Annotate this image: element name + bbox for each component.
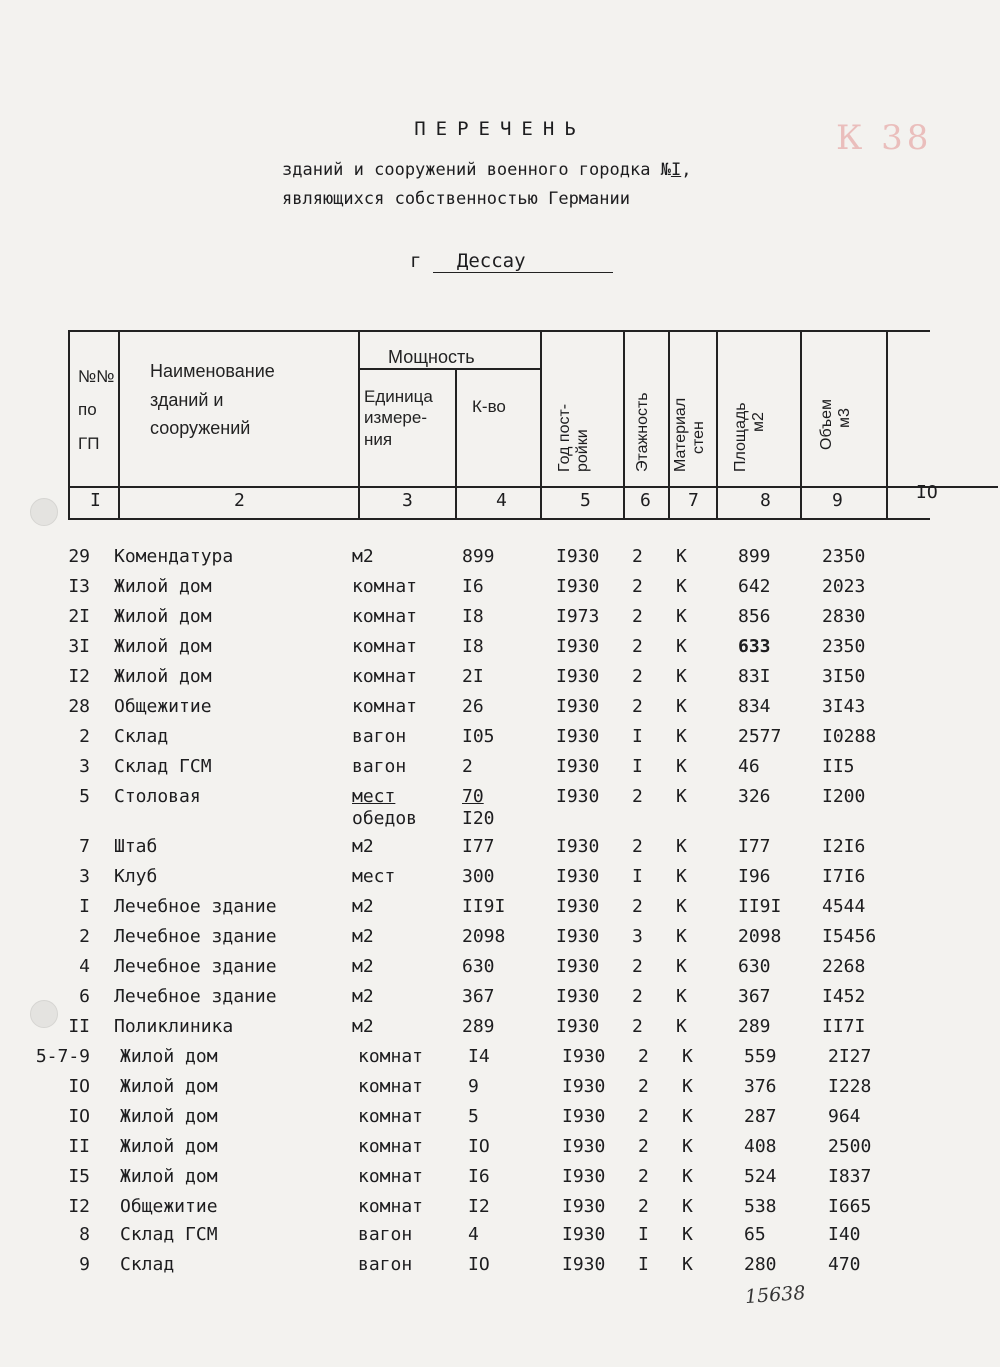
cell-no: 4 — [79, 956, 90, 977]
cell-floors: 2 — [632, 956, 643, 977]
cell-name: Жилой дом — [120, 1136, 218, 1157]
cell-unit: комнат — [352, 696, 418, 717]
subtitle-line-1: зданий и сооружений военного городка №I, — [282, 160, 692, 180]
cell-name: Жилой дом — [114, 576, 212, 597]
cell-qty: 4 — [468, 1224, 479, 1245]
cell-mat: К — [676, 696, 687, 717]
col-number: 6 — [640, 490, 651, 511]
cell-no: IO — [68, 1076, 90, 1097]
col-volume-header: Объем м3 — [818, 399, 854, 450]
cell-mat: К — [676, 666, 687, 687]
cell-name: Жилой дом — [120, 1046, 218, 1067]
cell-unit-second: обедов — [352, 808, 418, 829]
table-row — [0, 666, 1000, 694]
cell-vol: I40 — [828, 1224, 861, 1245]
cell-unit: комнат — [358, 1136, 424, 1157]
document-title: ПЕРЕЧЕНЬ — [414, 118, 586, 140]
cell-floors: I — [632, 756, 643, 777]
cell-area: 46 — [738, 756, 760, 777]
table-row — [0, 1136, 1000, 1164]
cell-year: I930 — [562, 1046, 606, 1067]
cell-no: 28 — [68, 696, 90, 717]
cell-area: 280 — [744, 1254, 777, 1275]
cell-qty: II9I — [462, 896, 506, 917]
cell-area: 524 — [744, 1166, 777, 1187]
cell-mat: К — [676, 786, 687, 807]
cell-area: 376 — [744, 1076, 777, 1097]
cell-floors: 2 — [632, 546, 643, 567]
cell-area: 2577 — [738, 726, 782, 747]
cell-year: I930 — [556, 986, 600, 1007]
cell-qty: 9 — [468, 1076, 479, 1097]
cell-area: 633 — [738, 636, 771, 657]
table-row — [0, 1076, 1000, 1104]
cell-qty: 2 — [462, 756, 473, 777]
cell-floors: 3 — [632, 926, 643, 947]
cell-vol: 2350 — [822, 546, 866, 567]
table-row — [0, 756, 1000, 784]
cell-name: Столовая — [114, 786, 201, 807]
cell-qty: 2I — [462, 666, 484, 687]
cell-mat: К — [676, 896, 687, 917]
cell-name: Склад ГСМ — [114, 756, 212, 777]
table-row — [0, 926, 1000, 954]
cell-no: 2 — [79, 726, 90, 747]
cell-vol: I0288 — [822, 726, 877, 747]
cell-qty: 70 — [462, 786, 484, 807]
cell-no: I2 — [68, 1196, 90, 1217]
cell-year: I930 — [562, 1106, 606, 1127]
cell-no: 3 — [79, 756, 90, 777]
cell-unit: м2 — [352, 546, 374, 567]
cell-name: Склад ГСМ — [120, 1224, 218, 1245]
col-number: 3 — [402, 490, 413, 511]
cell-vol: II5 — [822, 756, 855, 777]
cell-name: Лечебное здание — [114, 896, 277, 917]
table-row — [0, 576, 1000, 604]
cell-area: 326 — [738, 786, 771, 807]
cell-no: 5 — [79, 786, 90, 807]
cell-mat: К — [682, 1166, 693, 1187]
cell-qty: I8 — [462, 606, 484, 627]
cell-name: Жилой дом — [114, 606, 212, 627]
cell-mat: К — [676, 606, 687, 627]
cell-vol: 4544 — [822, 896, 866, 917]
cell-unit: вагон — [358, 1224, 413, 1245]
cell-mat: К — [676, 926, 687, 947]
cell-qty: I6 — [468, 1166, 490, 1187]
cell-area: 367 — [738, 986, 771, 1007]
table-row — [0, 1196, 1000, 1224]
cell-unit: мест — [352, 786, 396, 807]
cell-mat: К — [676, 1016, 687, 1037]
cell-vol: 470 — [828, 1254, 861, 1275]
cell-area: I96 — [738, 866, 771, 887]
cell-floors: 2 — [632, 896, 643, 917]
col-unit-header: Единица измере- ния — [364, 387, 433, 449]
cell-unit: комнат — [358, 1046, 424, 1067]
cell-no: IO — [68, 1106, 90, 1127]
cell-area: 642 — [738, 576, 771, 597]
col-number: 5 — [580, 490, 591, 511]
cell-year: I930 — [556, 786, 600, 807]
cell-mat: К — [682, 1254, 693, 1275]
cell-mat: К — [682, 1106, 693, 1127]
cell-no: I2 — [68, 666, 90, 687]
cell-floors: 2 — [632, 606, 643, 627]
cell-mat: К — [676, 756, 687, 777]
col-floors-header: Этажность — [634, 392, 651, 472]
cell-year: I930 — [556, 636, 600, 657]
red-stamp: К 38 — [836, 118, 933, 158]
cell-unit: комнат — [358, 1076, 424, 1097]
table-row — [0, 866, 1000, 894]
cell-area: 899 — [738, 546, 771, 567]
cell-mat: К — [682, 1224, 693, 1245]
cell-area: 559 — [744, 1046, 777, 1067]
table-row — [0, 726, 1000, 754]
cell-unit: комнат — [352, 666, 418, 687]
cell-vol: 3I43 — [822, 696, 866, 717]
cell-area: 83I — [738, 666, 771, 687]
cell-name: Общежитие — [120, 1196, 218, 1217]
cell-name: Клуб — [114, 866, 158, 887]
cell-floors: I — [632, 726, 643, 747]
cell-mat: К — [676, 986, 687, 1007]
col-number: 9 — [832, 490, 843, 511]
cell-no: 3 — [79, 866, 90, 887]
cell-name: Комендатура — [114, 546, 234, 567]
cell-unit: вагон — [358, 1254, 413, 1275]
cell-vol: 2500 — [828, 1136, 872, 1157]
cell-year: I930 — [556, 836, 600, 857]
cell-qty: 289 — [462, 1016, 495, 1037]
cell-vol: 2268 — [822, 956, 866, 977]
cell-qty: I4 — [468, 1046, 490, 1067]
cell-floors: 2 — [632, 836, 643, 857]
cell-area: I77 — [738, 836, 771, 857]
cell-unit: вагон — [352, 726, 407, 747]
cell-no: 3I — [68, 636, 90, 657]
cell-name: Склад — [120, 1254, 175, 1275]
cell-mat: К — [682, 1196, 693, 1217]
cell-year: I930 — [556, 696, 600, 717]
cell-qty: 300 — [462, 866, 495, 887]
cell-vol: I228 — [828, 1076, 872, 1097]
table-row — [0, 1166, 1000, 1194]
cell-name: Общежитие — [114, 696, 212, 717]
cell-floors: 2 — [638, 1106, 649, 1127]
table-row — [0, 786, 1000, 829]
table-row — [0, 836, 1000, 864]
cell-year: I930 — [562, 1254, 606, 1275]
handwritten-note: 15638 — [744, 1281, 807, 1309]
cell-no: I — [79, 896, 90, 917]
cell-no: 9 — [79, 1254, 90, 1275]
table-row — [0, 1106, 1000, 1134]
cell-qty: IO — [468, 1136, 490, 1157]
cell-area: 630 — [738, 956, 771, 977]
cell-unit: м2 — [352, 836, 374, 857]
cell-year: I973 — [556, 606, 600, 627]
table-row — [0, 1046, 1000, 1074]
cell-no: 29 — [68, 546, 90, 567]
cell-mat: К — [682, 1076, 693, 1097]
cell-name: Жилой дом — [120, 1106, 218, 1127]
subtitle-line-2: являющихся собственностью Германии — [282, 189, 630, 209]
cell-vol: 3I50 — [822, 666, 866, 687]
table-row — [0, 1016, 1000, 1044]
col-year-header: Год пост- ройки — [556, 403, 592, 472]
cell-area: 289 — [738, 1016, 771, 1037]
cell-floors: 2 — [632, 576, 643, 597]
cell-floors: 2 — [632, 1016, 643, 1037]
cell-vol: I7I6 — [822, 866, 866, 887]
col-no-header: №№ по ГП — [78, 367, 115, 453]
cell-vol: II7I — [822, 1016, 866, 1037]
cell-vol: I2I6 — [822, 836, 866, 857]
cell-year: I930 — [556, 1016, 600, 1037]
cell-vol: 2023 — [822, 576, 866, 597]
col-number: 2 — [234, 490, 245, 511]
col-number: 4 — [496, 490, 507, 511]
cell-qty: 367 — [462, 986, 495, 1007]
cell-area: 65 — [744, 1224, 766, 1245]
cell-no: I3 — [68, 576, 90, 597]
table-row — [0, 696, 1000, 724]
cell-mat: К — [676, 576, 687, 597]
cell-vol: 2830 — [822, 606, 866, 627]
cell-qty: 2098 — [462, 926, 506, 947]
cell-no: 2 — [79, 926, 90, 947]
punch-hole — [30, 498, 58, 526]
cell-year: I930 — [562, 1224, 606, 1245]
col-number: 8 — [760, 490, 771, 511]
cell-vol: 2350 — [822, 636, 866, 657]
cell-mat: К — [682, 1136, 693, 1157]
cell-area: 2098 — [738, 926, 782, 947]
cell-name: Лечебное здание — [114, 956, 277, 977]
cell-unit: комнат — [352, 606, 418, 627]
cell-floors: 2 — [632, 636, 643, 657]
cell-qty: 5 — [468, 1106, 479, 1127]
cell-year: I930 — [556, 546, 600, 567]
cell-year: I930 — [562, 1136, 606, 1157]
cell-no: 5-7-9 — [35, 1046, 90, 1067]
cell-qty: 26 — [462, 696, 484, 717]
cell-year: I930 — [562, 1166, 606, 1187]
table-row — [0, 636, 1000, 664]
col-name-header: Наименование зданий и сооружений — [150, 361, 275, 438]
cell-unit: комнат — [352, 636, 418, 657]
cell-qty: IO — [468, 1254, 490, 1275]
cell-name: Лечебное здание — [114, 986, 277, 1007]
table-header — [68, 330, 998, 518]
cell-vol: I200 — [822, 786, 866, 807]
cell-no: 6 — [79, 986, 90, 1007]
cell-area: 408 — [744, 1136, 777, 1157]
cell-name: Штаб — [114, 836, 158, 857]
cell-qty-second: I20 — [462, 808, 495, 829]
cell-unit: м2 — [352, 956, 374, 977]
table-row — [0, 546, 1000, 574]
cell-unit: комнат — [358, 1166, 424, 1187]
cell-name: Жилой дом — [120, 1076, 218, 1097]
cell-area: 834 — [738, 696, 771, 717]
cell-floors: I — [638, 1254, 649, 1275]
cell-qty: I6 — [462, 576, 484, 597]
cell-mat: К — [676, 836, 687, 857]
table-row — [0, 606, 1000, 634]
cell-name: Лечебное здание — [114, 926, 277, 947]
cell-vol: 2I27 — [828, 1046, 872, 1067]
cell-area: 538 — [744, 1196, 777, 1217]
cell-name: Жилой дом — [120, 1166, 218, 1187]
cell-unit: м2 — [352, 1016, 374, 1037]
cell-year: I930 — [556, 666, 600, 687]
cell-qty: I77 — [462, 836, 495, 857]
cell-qty: I2 — [468, 1196, 490, 1217]
cell-no: II — [68, 1016, 90, 1037]
cell-area: II9I — [738, 896, 782, 917]
cell-qty: I8 — [462, 636, 484, 657]
col-area-header: Площадь м2 — [732, 402, 768, 472]
col-number: I — [90, 490, 101, 511]
cell-name: Жилой дом — [114, 666, 212, 687]
col-power-header: Мощность — [388, 347, 475, 367]
cell-floors: I — [638, 1224, 649, 1245]
cell-year: I930 — [556, 756, 600, 777]
cell-unit: м2 — [352, 896, 374, 917]
cell-no: I5 — [68, 1166, 90, 1187]
cell-no: 7 — [79, 836, 90, 857]
col-qty-header: К-во — [472, 397, 506, 416]
cell-unit: комнат — [358, 1106, 424, 1127]
table-row — [0, 896, 1000, 924]
cell-area: 287 — [744, 1106, 777, 1127]
cell-floors: 2 — [632, 696, 643, 717]
table-row — [0, 986, 1000, 1014]
cell-year: I930 — [556, 926, 600, 947]
cell-floors: 2 — [632, 986, 643, 1007]
col-number: IO — [916, 482, 938, 503]
table-row — [0, 1254, 1000, 1282]
cell-vol: I665 — [828, 1196, 872, 1217]
cell-floors: I — [632, 866, 643, 887]
cell-mat: К — [676, 866, 687, 887]
cell-name: Поликлиника — [114, 1016, 234, 1037]
cell-qty: I05 — [462, 726, 495, 747]
cell-unit: м2 — [352, 926, 374, 947]
cell-no: 8 — [79, 1224, 90, 1245]
cell-vol: I837 — [828, 1166, 872, 1187]
cell-unit: комнат — [358, 1196, 424, 1217]
cell-year: I930 — [562, 1076, 606, 1097]
cell-floors: 2 — [632, 666, 643, 687]
cell-unit: мест — [352, 866, 396, 887]
cell-area: 856 — [738, 606, 771, 627]
cell-vol: I452 — [822, 986, 866, 1007]
cell-unit: м2 — [352, 986, 374, 1007]
cell-name: Жилой дом — [114, 636, 212, 657]
cell-floors: 2 — [638, 1046, 649, 1067]
cell-floors: 2 — [638, 1076, 649, 1097]
col-number: 7 — [688, 490, 699, 511]
cell-floors: 2 — [632, 786, 643, 807]
cell-mat: К — [676, 726, 687, 747]
cell-floors: 2 — [638, 1196, 649, 1217]
cell-unit: вагон — [352, 756, 407, 777]
cell-year: I930 — [556, 866, 600, 887]
cell-qty: 899 — [462, 546, 495, 567]
cell-mat: К — [676, 636, 687, 657]
cell-floors: 2 — [638, 1136, 649, 1157]
cell-mat: К — [676, 546, 687, 567]
cell-qty: 630 — [462, 956, 495, 977]
cell-floors: 2 — [638, 1166, 649, 1187]
table-row — [0, 1224, 1000, 1252]
col-material-header: Материал стен — [672, 397, 708, 472]
cell-year: I930 — [556, 726, 600, 747]
cell-vol: I5456 — [822, 926, 877, 947]
city-line: г Дессау — [410, 250, 613, 273]
cell-mat: К — [682, 1046, 693, 1067]
cell-year: I930 — [556, 956, 600, 977]
cell-year: I930 — [556, 896, 600, 917]
cell-year: I930 — [556, 576, 600, 597]
cell-unit: комнат — [352, 576, 418, 597]
cell-no: II — [68, 1136, 90, 1157]
table-row — [0, 956, 1000, 984]
cell-year: I930 — [562, 1196, 606, 1217]
cell-name: Склад — [114, 726, 169, 747]
city-name: Дессау — [456, 250, 526, 272]
cell-no: 2I — [68, 606, 90, 627]
cell-vol: 964 — [828, 1106, 861, 1127]
cell-mat: К — [676, 956, 687, 977]
